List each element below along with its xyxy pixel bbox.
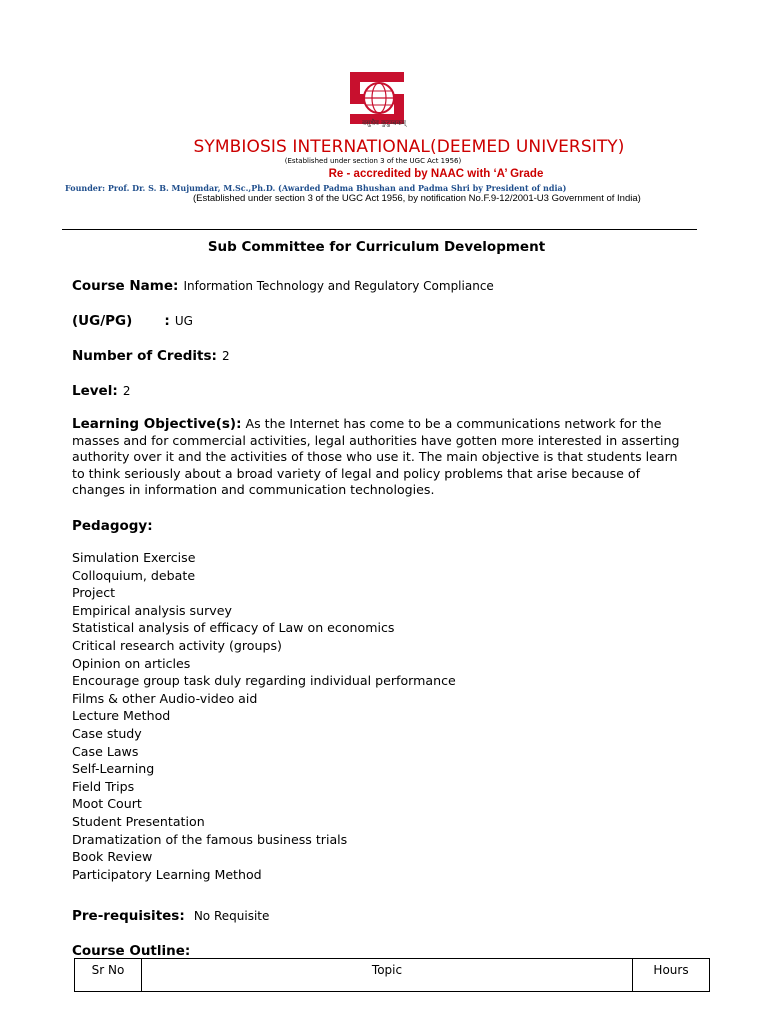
- list-item: Opinion on articles: [72, 655, 191, 671]
- accreditation-line: Re - accredited by NAAC with ‘A’ Grade: [328, 168, 544, 180]
- header-divider: [62, 229, 697, 230]
- list-item: Dramatization of the famous business trials: [72, 831, 348, 847]
- ugpg-value: UG: [174, 314, 193, 328]
- course-name-value: Information Technology and Regulatory Compliance: [183, 279, 494, 293]
- list-item: Book Review: [72, 849, 153, 865]
- list-item: Lecture Method: [72, 708, 171, 724]
- establishment-note-full: (Established under section 3 of the UGC Act 1956, by notification No.F.9-12/2001-U3 Government of India): [193, 193, 641, 204]
- level-label: Level:: [72, 383, 118, 399]
- course-outline-label: Course Outline:: [72, 943, 191, 959]
- list-item: Project: [72, 585, 116, 601]
- pedagogy-list: [72, 549, 456, 883]
- list-item: Case study: [72, 725, 142, 741]
- table-header-row: [75, 959, 710, 992]
- list-item: Simulation Exercise: [72, 550, 196, 565]
- learning-objective-block: [72, 416, 692, 499]
- list-item: Case Laws: [72, 743, 139, 759]
- founder-line: Founder: Prof. Dr. S. B. Mujumdar, M.Sc.,Ph.D. (Awarded Padma Bhushan and Padma Shri by President of ndia): [65, 183, 567, 193]
- course-name-row: [72, 275, 494, 294]
- list-item: Statistical analysis of efficacy of Law on economics: [72, 620, 395, 636]
- list-item: Student Presentation: [72, 813, 205, 829]
- list-item: Films & other Audio-video aid: [72, 690, 258, 706]
- objective-text: As the Internet has come to be a communications network for the masses and for commercial activities, legal authorities have gotten more interested in asserting authority over it and the activities of those who use it. The main objective is that students learn to think seriously about a broad variety of legal and policy problems that arise because of changes in information and communication technologies.: [72, 416, 680, 497]
- prerequisites-label: Pre-requisites:: [72, 908, 185, 924]
- ugpg-row: [72, 310, 193, 329]
- pedagogy-heading-row: [72, 515, 153, 534]
- column-header-topic: Topic: [142, 959, 633, 992]
- ugpg-label: (UG/PG): [72, 313, 133, 329]
- course-outline-heading-row: [72, 940, 190, 959]
- list-item: Encourage group task duly regarding individual performance: [72, 673, 456, 689]
- course-name-label: Course Name:: [72, 278, 179, 294]
- prerequisites-value: No Requisite: [193, 909, 270, 923]
- university-name: SYMBIOSIS INTERNATIONAL(DEEMED UNIVERSITY): [193, 137, 625, 157]
- credits-row: [72, 345, 230, 364]
- list-item: Field Trips: [72, 778, 135, 794]
- establishment-note-short: (Established under section 3 of the UGC Act 1956): [284, 157, 462, 165]
- credits-label: Number of Credits:: [72, 348, 217, 364]
- pedagogy-label: Pedagogy:: [72, 518, 153, 534]
- course-outline-table: [74, 958, 710, 992]
- level-row: [72, 380, 130, 399]
- level-value: 2: [122, 384, 131, 398]
- list-item: Empirical analysis survey: [72, 602, 232, 618]
- document-title: Sub Committee for Curriculum Development: [207, 239, 546, 255]
- list-item: Participatory Learning Method: [72, 866, 262, 882]
- list-item: Moot Court: [72, 796, 142, 812]
- prerequisites-row: [72, 905, 269, 924]
- ugpg-colon: :: [164, 313, 170, 329]
- column-header-sr-no: Sr No: [75, 959, 142, 992]
- logo-motto: वसुधैव कुटुम्बकम्: [362, 119, 406, 127]
- credits-value: 2: [222, 349, 230, 363]
- list-item: Colloquium, debate: [72, 567, 196, 583]
- objective-label: Learning Objective(s):: [72, 416, 242, 432]
- list-item: Critical research activity (groups): [72, 637, 282, 653]
- column-header-hours: Hours: [633, 959, 710, 992]
- list-item: Self-Learning: [72, 761, 155, 777]
